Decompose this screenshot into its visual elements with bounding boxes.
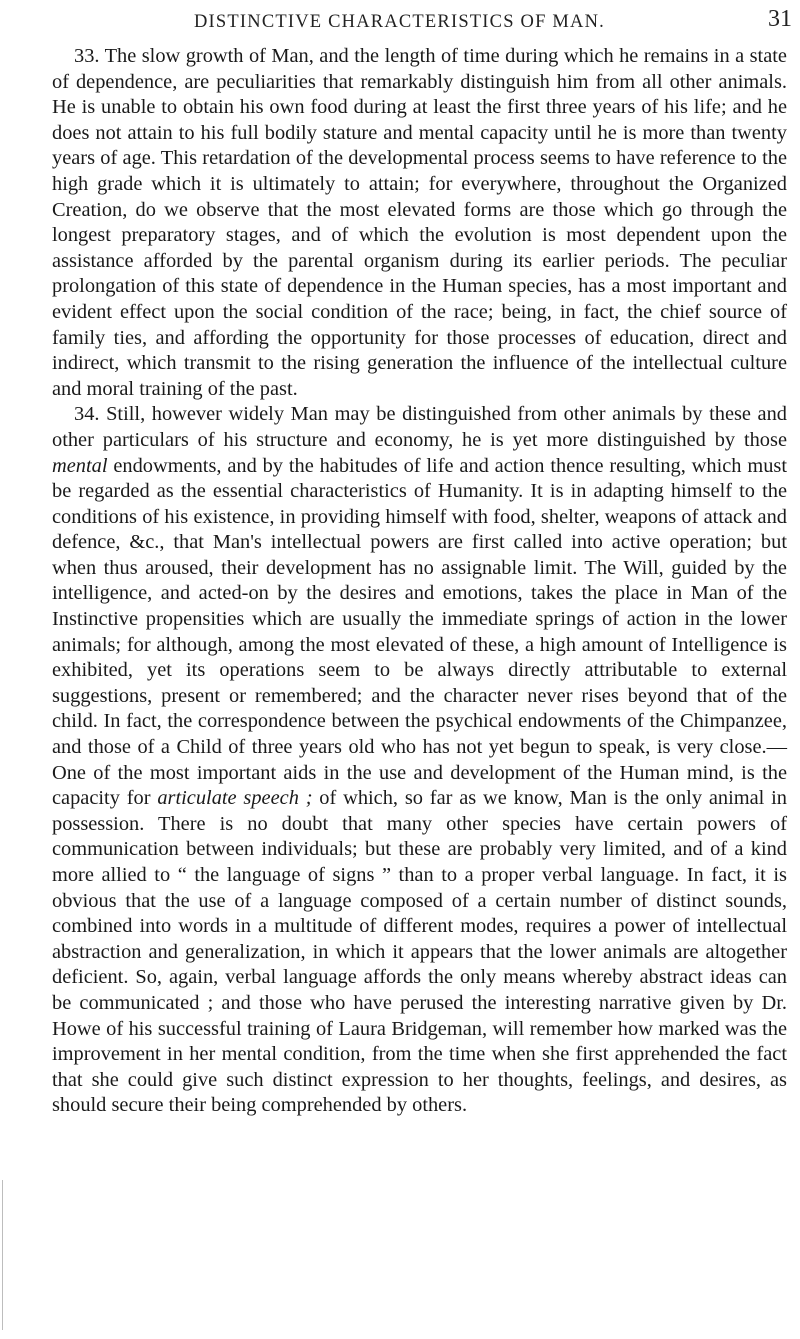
page-number: 31	[768, 6, 792, 32]
paragraph-text: The slow growth of Man, and the length of time during which he remains in a state of dependence, are peculiarities that remarkably distinguish him from all other animals. He is unable to obtain his own food during at least the first three years of his life; and he does not attain to his full bodily stature and mental capacity until he is more than twenty years of age. This retardation of the developmental process seems to have reference to the high grade which it is ultimately to attain; for everywhere, throughout the Organized Creation, do we observe that the most elevated forms are those which go through the longest preparatory stages, and of which the evolution is most dependent upon the assistance afforded by the parental organism during its earlier periods. The peculiar prolongation of this state of dependence in the Human species, has a most important and evident effect upon the social condition of the race; being, in fact, the chief source of family ties, and affording the opportunity for those processes of education, direct and indirect, which transmit to the rising generation the influence of the intellectual culture and moral training of the past.	[52, 45, 787, 400]
paragraph-number: 33.	[74, 45, 100, 67]
page-edge-shadow	[2, 1180, 3, 1330]
paragraph-text: Still, however widely Man may be distinguished from other animals by these and other particulars of his structure and economy, he is yet more distinguished by those	[52, 403, 787, 451]
body-text	[52, 44, 787, 1119]
paragraph-33	[52, 44, 787, 402]
italic-term-mental: mental	[52, 454, 108, 477]
paragraph-text: endowments, and by the habitudes of life and action thence resulting, which must be regarded as the essential characteristics of Humanity. It is in adapting himself to the conditions of his existence, in providing himself with food, shelter, weapons of attack and defence, &c., that Man's intellectual powers are first called into active operation; but when thus aroused, their development has no assignable limit. The Will, guided by the intelligence, and acted-on by the desires and emotions, takes the place in Man of the Instinctive propensities which are usually the immediate springs of action in the lower animals; for although, among the most elevated of these, a high amount of Intelligence is exhibited, yet its operations seem to be always directly attributable to external suggestions, present or remembered; and the character never rises beyond that of the child. In fact, the correspondence between the psychical endowments of the Chimpanzee, and those of a Child of three years old who has not yet begun to speak, is very close.—One of the most important aids in the use and development of the Human mind, is the capacity for	[52, 454, 787, 810]
paragraph-text: of which, so far as we know, Man is the only animal in possession. There is no doubt that many other species have certain powers of communication between individuals; but these are probably very limited, and of a kind more allied to “ the language of signs ” than to a proper verbal language. In fact, it is obvious that the use of a language composed of a certain number of distinct sounds, combined into words in a multitude of different modes, requires a power of intellectual abstraction and generalization, in which it appears that the lower animals are altogether deficient. So, again, verbal language affords the only means whereby abstract ideas can be communicated ; and those who have perused the interesting narrative given by Dr. Howe of his successful training of Laura Bridgeman, will remember how marked was the improvement in her mental condition, from the time when she first apprehended the fact that she could give such distinct expression to her thoughts, feelings, and desires, as should secure their being comprehended by others.	[52, 787, 788, 1117]
italic-term-articulate-speech: articulate speech ;	[157, 787, 313, 810]
running-head	[52, 2, 792, 42]
running-title: DISTINCTIVE CHARACTERISTICS OF MAN.	[194, 12, 605, 32]
paragraph-number: 34.	[74, 403, 100, 426]
paragraph-34	[52, 402, 787, 1119]
